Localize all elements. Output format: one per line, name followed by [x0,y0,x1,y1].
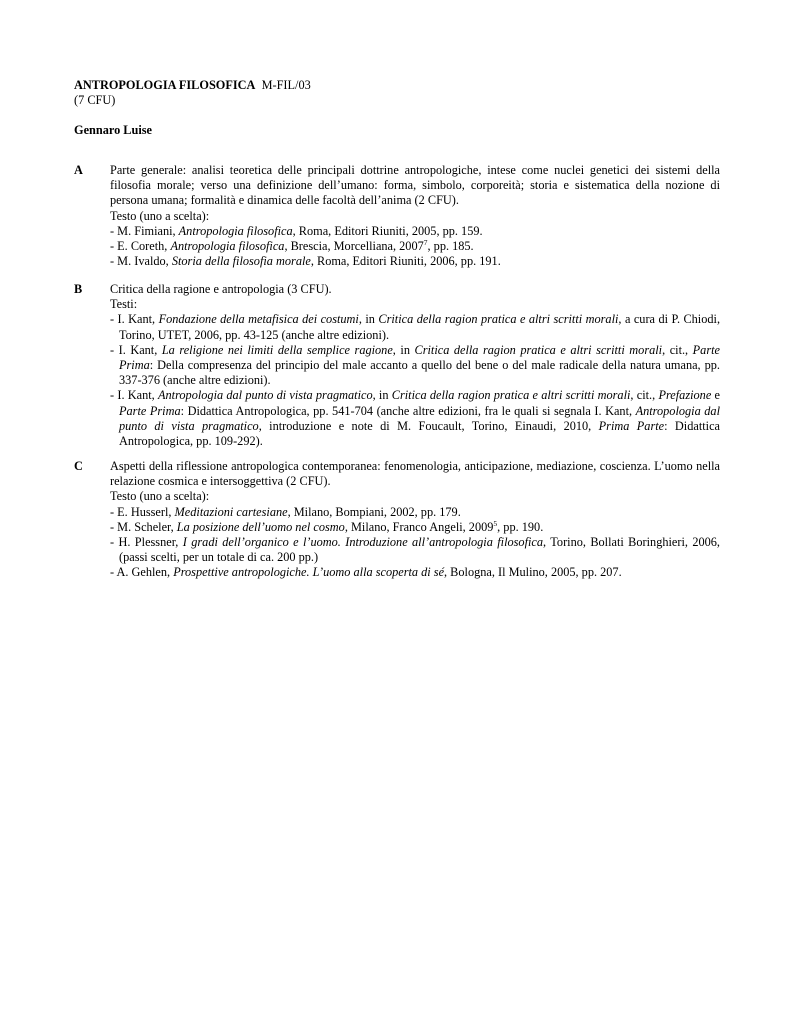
section-letter: B [74,282,83,296]
section-body [110,163,720,269]
reference-item: - E. Husserl, Meditazioni cartesiane, Milano, Bompiani, 2002, pp. 179. [110,504,461,519]
part-title: Parte Prima [119,403,181,418]
reference-item: - E. Coreth, Antropologia filosofica, Brescia, Morcelliana, 2007$^7$, pp. 185. [110,238,474,254]
edition-superscript: 5 [493,518,498,528]
book-title: Fondazione della metafisica dei costumi [158,312,359,327]
section-a [74,163,720,269]
book-title: La religione nei limiti della semplice ragione [161,342,393,357]
section-description: Aspetti della riflessione antropologica contemporanea: fenomenologia, anticipazione, mediazione, coscienza. L’uomo nella relazione cosmica e intersoggettiva (2 CFU). [110,459,720,489]
course-credits: (7 CFU) [74,93,116,108]
texts-label: Testo (uno a scelta): [110,489,210,504]
book-title: Antropologia dal punto di vista pragmatico [119,403,720,433]
reference-item: - M. Ivaldo, Storia della filosofia morale, Roma, Editori Riuniti, 2006, pp. 191. [110,254,501,269]
book-title: La posizione dell’uomo nel cosmo [176,519,345,534]
section-c [74,459,720,581]
part-title: Prefazione [658,388,712,403]
book-title: Antropologia filosofica [178,223,293,238]
texts-label: Testi: [110,297,138,312]
section-description: Parte generale: analisi teoretica delle principali dottrine antropologiche, intese come nuclei genetici dei sistemi della filosofia morale; verso una definizione dell’umano: forma, simbolo, corporeità; storia e sistematica della nozione di persona umana; formalità e dinamica delle facoltà dell’anima (2 CFU). [110,163,720,208]
course-header [74,78,311,108]
section-body [110,459,720,581]
book-title: I gradi dell’organico e l’uomo. Introduzione all’antropologia filosofica [182,535,544,550]
reference-item: - M. Scheler, La posizione dell’uomo nel cosmo, Milano, Franco Angeli, 2009$^5$, pp. 190. [110,518,544,534]
book-title: Storia della filosofia morale [171,254,311,269]
reference-item: - M. Fimiani, Antropologia filosofica, Roma, Editori Riuniti, 2005, pp. 159. [110,223,483,238]
reference-item: - I. Kant, Fondazione della metafisica dei costumi, in Critica della ragion pratica e altri scritti morali, a cura di P. Chiodi, Torino, UTET, 2006, pp. 43-125 (anche altre edizioni). [110,312,721,342]
reference-item: - I. Kant, La religione nei limiti della semplice ragione, in Critica della ragion pratica e altri scritti morali, cit., Parte Prima: Della compresenza del principio del male accanto a quello del bene o del male radicale della natura umana, pp. 337-376 (anche altre edizioni). [110,342,720,388]
reference-item: - A. Gehlen, Prospettive antropologiche. L’uomo alla scoperta di sé, Bologna, Il Mulino, 2005, pp. 207. [110,565,622,580]
course-code: M-FIL/03 [261,78,311,92]
reference-item: - I. Kant, Antropologia dal punto di vista pragmatico, in Critica della ragion pratica e altri scritti morali, cit., Prefazione e Parte Prima: Didattica Antropologica, pp. 541-704 (anche altre edizioni, fra le quali si segnala I. Kant, Antropologia dal punto di vista pragmatico, introduzione e note di M. Foucault, Torino, Einaudi, 2010, Prima Parte: Didattica Antropologica, pp. 109-292). [110,388,720,449]
section-b [74,282,720,449]
course-title-line [74,78,311,93]
book-title: Critica della ragion pratica e altri scritti morali [391,388,631,403]
book-title: Prospettive antropologiche. L’uomo alla scoperta di sé [173,565,445,580]
book-title: Meditazioni cartesiane [174,504,288,519]
part-title: Prima Parte [598,418,665,433]
section-description: Critica della ragione e antropologia (3 CFU). [110,282,332,296]
reference-item: - H. Plessner, I gradi dell’organico e l’uomo. Introduzione all’antropologia filosofica, Torino, Bollati Boringhieri, 2006, (passi scelti, per un totale di ca. 200 pp.) [110,535,720,565]
section-letter: A [74,163,83,177]
section-letter: C [74,459,83,473]
edition-superscript: 7 [423,238,428,248]
section-body [110,282,720,449]
part-title: Parte Prima [119,342,720,373]
texts-label: Testo (uno a scelta): [110,208,210,223]
book-title: Critica della ragion pratica e altri scritti morali [414,342,663,357]
book-title: Antropologia filosofica [170,239,285,254]
course-name: ANTROPOLOGIA FILOSOFICA [74,78,256,92]
book-title: Critica della ragion pratica e altri scritti morali [378,312,619,327]
book-title: Antropologia dal punto di vista pragmatico [158,388,373,403]
teacher-name: Gennaro Luise [74,123,153,137]
